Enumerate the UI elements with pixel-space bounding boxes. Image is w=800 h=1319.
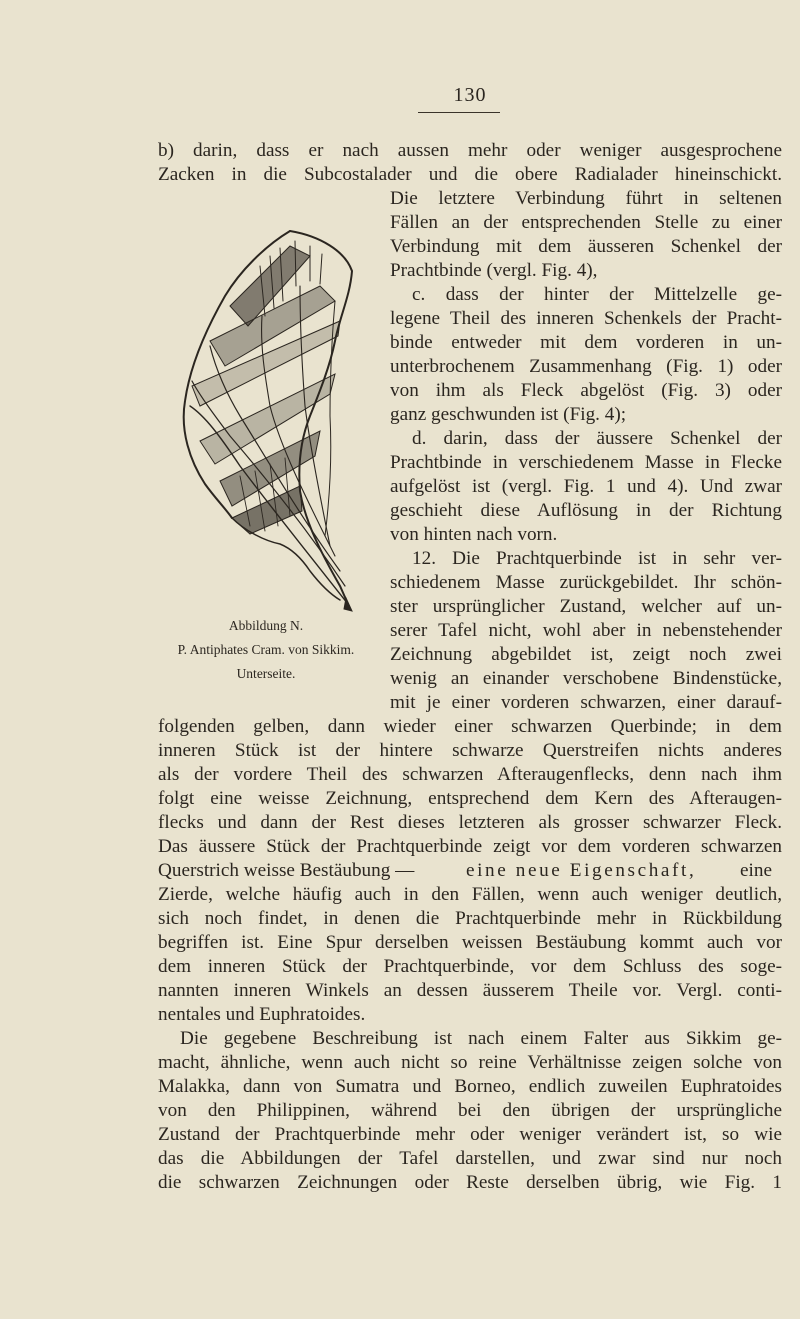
text-line: begriffen ist. Eine Spur derselben weissen Bestäubung kommt auch vor bbox=[158, 932, 782, 953]
text-line: dem inneren Stück der Prachtquerbinde, vor dem Schluss des soge- bbox=[158, 956, 782, 977]
text-line: unterbrochenem Zusammenhang (Fig. 1) oder bbox=[390, 356, 782, 377]
text-line: ster ursprünglicher Zustand, welcher auf un- bbox=[390, 596, 782, 617]
text-line: mit je einer vorderen schwarzen, einer darauf- bbox=[390, 692, 782, 713]
figure-label: Abbildung N. bbox=[228, 618, 304, 633]
text-line: Fällen an der entsprechenden Stelle zu einer bbox=[390, 212, 782, 233]
figure-species: P. Antiphates Cram. von Sikkim. bbox=[177, 642, 355, 657]
text-line: eine bbox=[740, 860, 772, 881]
text-line: nannten inneren Winkels an dessen äusserem Theile vor. Vergl. conti- bbox=[158, 980, 782, 1001]
text-line: folgenden gelben, dann wieder einer schwarzen Querbinde; in dem bbox=[158, 716, 782, 737]
text-line: legene Theil des inneren Schenkels der Pracht- bbox=[390, 308, 782, 329]
text-line: sich noch findet, in denen die Prachtquerbinde mehr in Rückbildung bbox=[158, 908, 782, 929]
text-line: wenig an einander verschobene Bindenstücke, bbox=[390, 668, 782, 689]
text-line: ganz geschwunden ist (Fig. 4); bbox=[390, 404, 627, 425]
text-line: schiedenem Masse zurückgebildet. Ihr schön- bbox=[390, 572, 782, 593]
text-line: d. darin, dass der äussere Schenkel der bbox=[412, 428, 782, 449]
text-line: folgt eine weisse Zeichnung, entsprechend dem Kern des Afteraugen- bbox=[158, 788, 782, 809]
text-line: von ihm als Fleck abgelöst (Fig. 3) oder bbox=[390, 380, 782, 401]
text-line: Zeichnung abgebildet ist, zeigt noch zwei bbox=[390, 644, 782, 665]
text-line: geschieht diese Auflösung in der Richtung bbox=[390, 500, 782, 521]
text-line: b) darin, dass er nach aussen mehr oder weniger ausgesprochene bbox=[158, 140, 782, 161]
text-line: Malakka, dann von Sumatra und Borneo, endlich zuweilen Euphratoides bbox=[158, 1076, 782, 1097]
figure-side: Unterseite. bbox=[236, 666, 296, 681]
text-line: binde entweder mit dem vorderen in un- bbox=[390, 332, 782, 353]
text-line: Querstrich weisse Bestäubung — bbox=[158, 860, 415, 881]
text-line: Prachtbinde (vergl. Fig. 4), bbox=[390, 260, 598, 281]
text-line: von den Philippinen, während bei den übrigen der ursprüngliche bbox=[158, 1100, 782, 1121]
text-line: Die gegebene Beschreibung ist nach einem Falter aus Sikkim ge- bbox=[180, 1028, 782, 1049]
text-line: Verbindung mit dem äusseren Schenkel der bbox=[390, 236, 782, 257]
text-line: als der vordere Theil des schwarzen Afteraugenflecks, denn nach ihm bbox=[158, 764, 782, 785]
text-line: macht, ähnliche, wenn auch nicht so reine Verhältnisse zeigen solche von bbox=[158, 1052, 782, 1073]
text-line: Die letztere Verbindung führt in seltenen bbox=[390, 188, 782, 209]
text-line: 12. Die Prachtquerbinde ist in sehr ver- bbox=[412, 548, 782, 569]
emphasized-text: eine neue Eigenschaft, bbox=[466, 860, 697, 881]
text-line: Das äussere Stück der Prachtquerbinde zeigt vor dem vorderen schwarzen bbox=[158, 836, 782, 857]
butterfly-wing-illustration bbox=[170, 226, 366, 614]
text-line: inneren Stück ist der hintere schwarze Querstreifen nichts anderes bbox=[158, 740, 782, 761]
text-line: Zierde, welche häufig auch in den Fällen, wenn auch weniger deutlich, bbox=[158, 884, 782, 905]
text-line: die schwarzen Zeichnungen oder Reste derselben übrig, wie Fig. 1 bbox=[158, 1172, 782, 1193]
text-line: das die Abbildungen der Tafel darstellen, und zwar sind nur noch bbox=[158, 1148, 782, 1169]
page-number-rule bbox=[418, 112, 500, 113]
text-line: aufgelöst ist (vergl. Fig. 1 und 4). Und zwar bbox=[390, 476, 782, 497]
text-line: Prachtbinde in verschiedenem Masse in Flecke bbox=[390, 452, 782, 473]
text-line: serer Tafel nicht, wohl aber in nebenstehender bbox=[390, 620, 782, 641]
page-number: 130 bbox=[453, 84, 487, 106]
text-line: Zacken in die Subcostalader und die obere Radialader hineinschickt. bbox=[158, 164, 782, 185]
text-line: nentales und Euphratoides. bbox=[158, 1004, 366, 1025]
text-line: c. dass der hinter der Mittelzelle ge- bbox=[412, 284, 782, 305]
text-line: von hinten nach vorn. bbox=[390, 524, 558, 545]
text-line: Zustand der Prachtquerbinde mehr oder weniger verändert ist, so wie bbox=[158, 1124, 782, 1145]
text-line: flecks und dann der Rest dieses letzteren als grosser schwarzer Fleck. bbox=[158, 812, 782, 833]
